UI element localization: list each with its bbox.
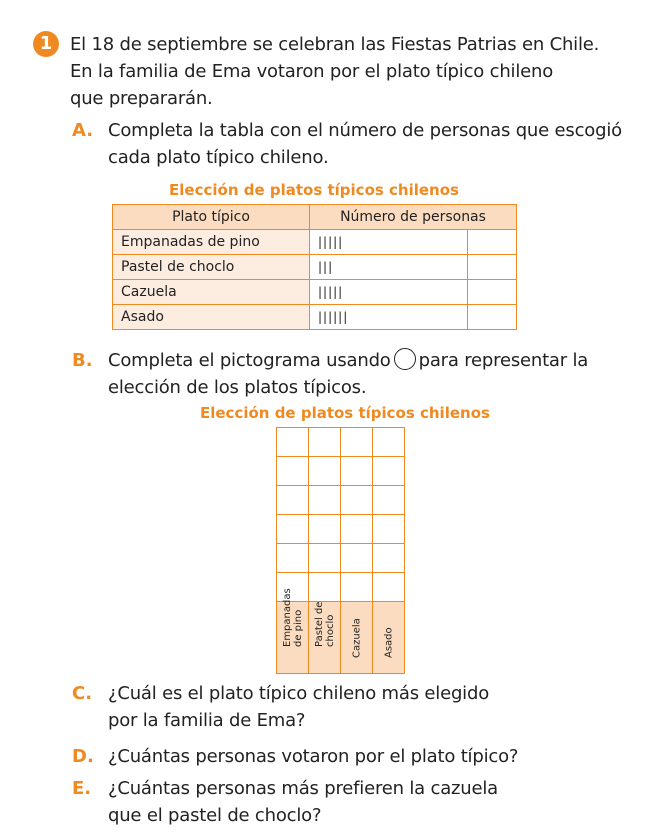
item-d-letter: D. <box>72 746 94 767</box>
count-input-cell[interactable] <box>468 255 517 280</box>
item-c-letter: C. <box>72 683 93 704</box>
table-row <box>113 255 517 280</box>
pictogram-cell[interactable] <box>309 515 341 544</box>
table-row <box>113 305 517 330</box>
item-d-text: ¿Cuántas personas votaron por el plato típico? <box>108 746 519 767</box>
item-e-text <box>108 775 498 829</box>
category-label: Empanadas de pino <box>281 588 304 647</box>
count-input-cell[interactable] <box>468 280 517 305</box>
item-c-line: por la familia de Ema? <box>108 710 306 731</box>
item-b-line: para representar la <box>418 350 589 371</box>
category-label-cell <box>309 602 341 674</box>
plato-cell: Pastel de choclo <box>113 255 310 280</box>
pictogram-cell[interactable] <box>341 544 373 573</box>
item-b-line: Completa el pictograma usando <box>108 350 391 371</box>
pictogram-cell[interactable] <box>277 486 309 515</box>
pictogram-cell[interactable] <box>277 457 309 486</box>
intro-line: que prepararán. <box>70 88 213 109</box>
tally-cell: ||| <box>310 255 468 280</box>
item-c-text <box>108 680 489 734</box>
problem-number-badge: 1 <box>33 31 59 57</box>
item-b-text <box>108 347 588 401</box>
pictogram-cell[interactable] <box>341 515 373 544</box>
tally-cell: ||||| <box>310 230 468 255</box>
count-input-cell[interactable] <box>468 305 517 330</box>
pictogram-cell[interactable] <box>277 515 309 544</box>
pictogram-cell[interactable] <box>341 486 373 515</box>
table-title: Elección de platos típicos chilenos <box>169 181 459 199</box>
pictogram-cell[interactable] <box>373 515 405 544</box>
pictogram-cell[interactable] <box>373 544 405 573</box>
intro-line: El 18 de septiembre se celebran las Fiestas Patrias en Chile. <box>70 34 600 55</box>
item-a-line: cada plato típico chileno. <box>108 147 329 168</box>
plato-cell: Cazuela <box>113 280 310 305</box>
plato-cell: Empanadas de pino <box>113 230 310 255</box>
table-row <box>113 280 517 305</box>
item-a-line: Completa la tabla con el número de personas que escogió <box>108 120 622 141</box>
category-label-cell <box>277 588 309 674</box>
pictogram-cell[interactable] <box>373 428 405 457</box>
pictogram-cell[interactable] <box>277 428 309 457</box>
item-e-line: que el pastel de choclo? <box>108 805 322 826</box>
pictogram-cell[interactable] <box>309 457 341 486</box>
item-c-line: ¿Cuál es el plato típico chileno más elegido <box>108 683 490 704</box>
table-header-row <box>113 205 517 230</box>
category-label-cell <box>341 602 373 674</box>
header-plato: Plato típico <box>113 205 310 230</box>
item-b-line: elección de los platos típicos. <box>108 377 367 398</box>
pictogram-cell[interactable] <box>309 573 341 602</box>
pictogram-title: Elección de platos típicos chilenos <box>200 404 490 422</box>
pictogram-cell[interactable] <box>309 544 341 573</box>
intro-text <box>70 31 599 112</box>
pictogram-cell[interactable] <box>309 428 341 457</box>
item-a-letter: A. <box>72 120 94 141</box>
votes-table <box>112 204 517 330</box>
pictogram-cell[interactable] <box>341 573 373 602</box>
circle-icon <box>394 348 416 370</box>
pictogram-grid <box>276 427 405 674</box>
tally-cell: |||||| <box>310 305 468 330</box>
category-label: Pastel de choclo <box>313 601 336 647</box>
pictogram-cell[interactable] <box>373 457 405 486</box>
item-e-line: ¿Cuántas personas más prefieren la cazuela <box>108 778 499 799</box>
item-a-text <box>108 117 622 171</box>
intro-line: En la familia de Ema votaron por el plato típico chileno <box>70 61 554 82</box>
category-label: Cazuela <box>351 618 362 658</box>
pictogram-cell[interactable] <box>309 486 341 515</box>
tally-cell: ||||| <box>310 280 468 305</box>
table-row <box>113 230 517 255</box>
category-label-cell <box>373 602 405 674</box>
pictogram-cell[interactable] <box>341 428 373 457</box>
plato-cell: Asado <box>113 305 310 330</box>
pictogram-cell[interactable] <box>277 544 309 573</box>
item-b-letter: B. <box>72 350 93 371</box>
header-numero: Número de personas <box>310 205 517 230</box>
pictogram-cell[interactable] <box>373 486 405 515</box>
item-e-letter: E. <box>72 778 92 799</box>
pictogram-cell[interactable] <box>341 457 373 486</box>
category-label: Asado <box>383 627 394 658</box>
pictogram-cell[interactable] <box>373 573 405 602</box>
count-input-cell[interactable] <box>468 230 517 255</box>
